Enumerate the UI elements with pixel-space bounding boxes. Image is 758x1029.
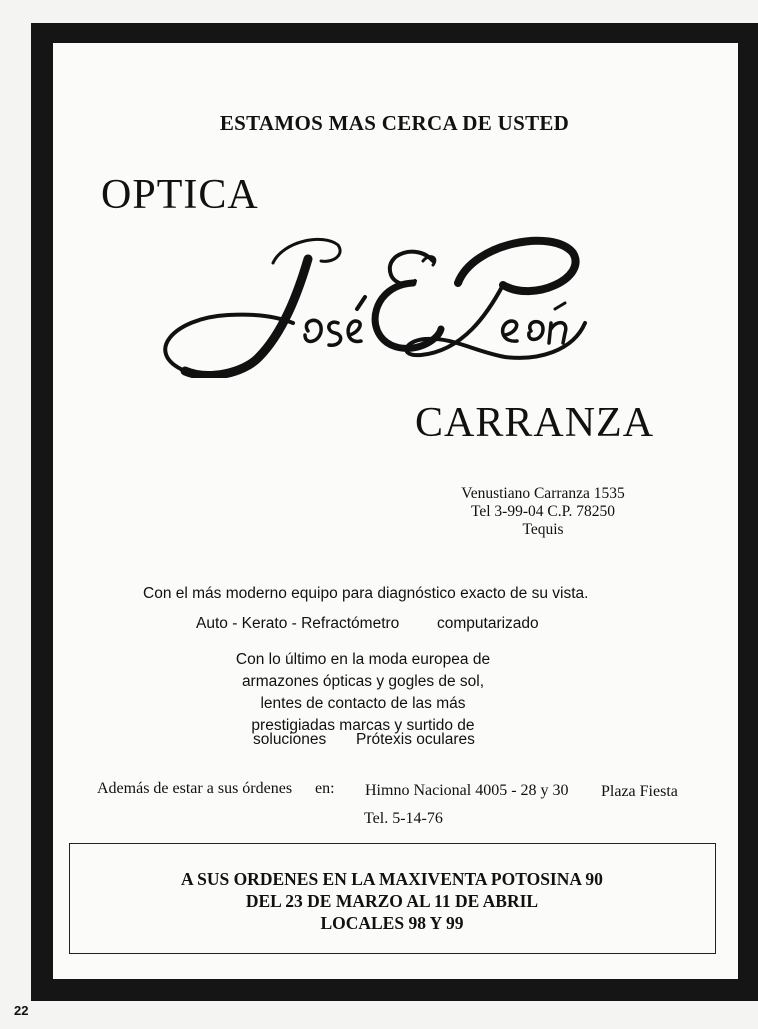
additional-en: en: [315, 780, 335, 797]
additional-address: Himno Nacional 4005 - 28 y 30 [365, 782, 569, 799]
optica-heading: OPTICA [101, 172, 259, 218]
jose-e-leon-logo [133, 223, 593, 378]
address-tel-cp: Tel 3-99-04 C.P. 78250 [470, 503, 615, 520]
additional-tel: Tel. 5-14-76 [364, 810, 443, 827]
branch-address [433, 485, 653, 539]
box-line: LOCALES 98 Y 99 [320, 913, 464, 933]
services-line: armazones ópticas y gogles de sol, [241, 673, 485, 690]
box-line: DEL 23 DE MARZO AL 11 DE ABRIL [245, 891, 539, 911]
services-line: prestigiadas marcas y surtido de [251, 717, 475, 734]
box-line: A SUS ORDENES EN LA MAXIVENTA POTOSINA 90 [181, 869, 603, 889]
protexis-text: Prótexis oculares [356, 731, 475, 748]
branch-name: CARRANZA [415, 400, 655, 446]
services-line: lentes de contacto de las más [260, 695, 466, 712]
equipment-line: Con el más moderno equipo para diagnóstico exacto de su vista. [143, 585, 589, 602]
additional-intro: Además de estar a sus órdenes [97, 780, 293, 797]
tagline: ESTAMOS MAS CERCA DE USTED [219, 111, 570, 135]
ad-frame [31, 23, 758, 1001]
address-area: Tequis [522, 521, 564, 538]
services-paragraph [203, 649, 523, 737]
maxiventa-box [69, 843, 716, 954]
services-line: Con lo último en la moda europea de [235, 651, 491, 668]
additional-place: Plaza Fiesta [601, 783, 678, 800]
page-number: 22 [14, 1003, 29, 1018]
soluciones-text: soluciones [253, 731, 327, 748]
computarizado-text: computarizado [437, 615, 539, 632]
auto-kerato-line: Auto - Kerato - Refractómetro [196, 615, 400, 632]
address-street: Venustiano Carranza 1535 [461, 485, 625, 502]
